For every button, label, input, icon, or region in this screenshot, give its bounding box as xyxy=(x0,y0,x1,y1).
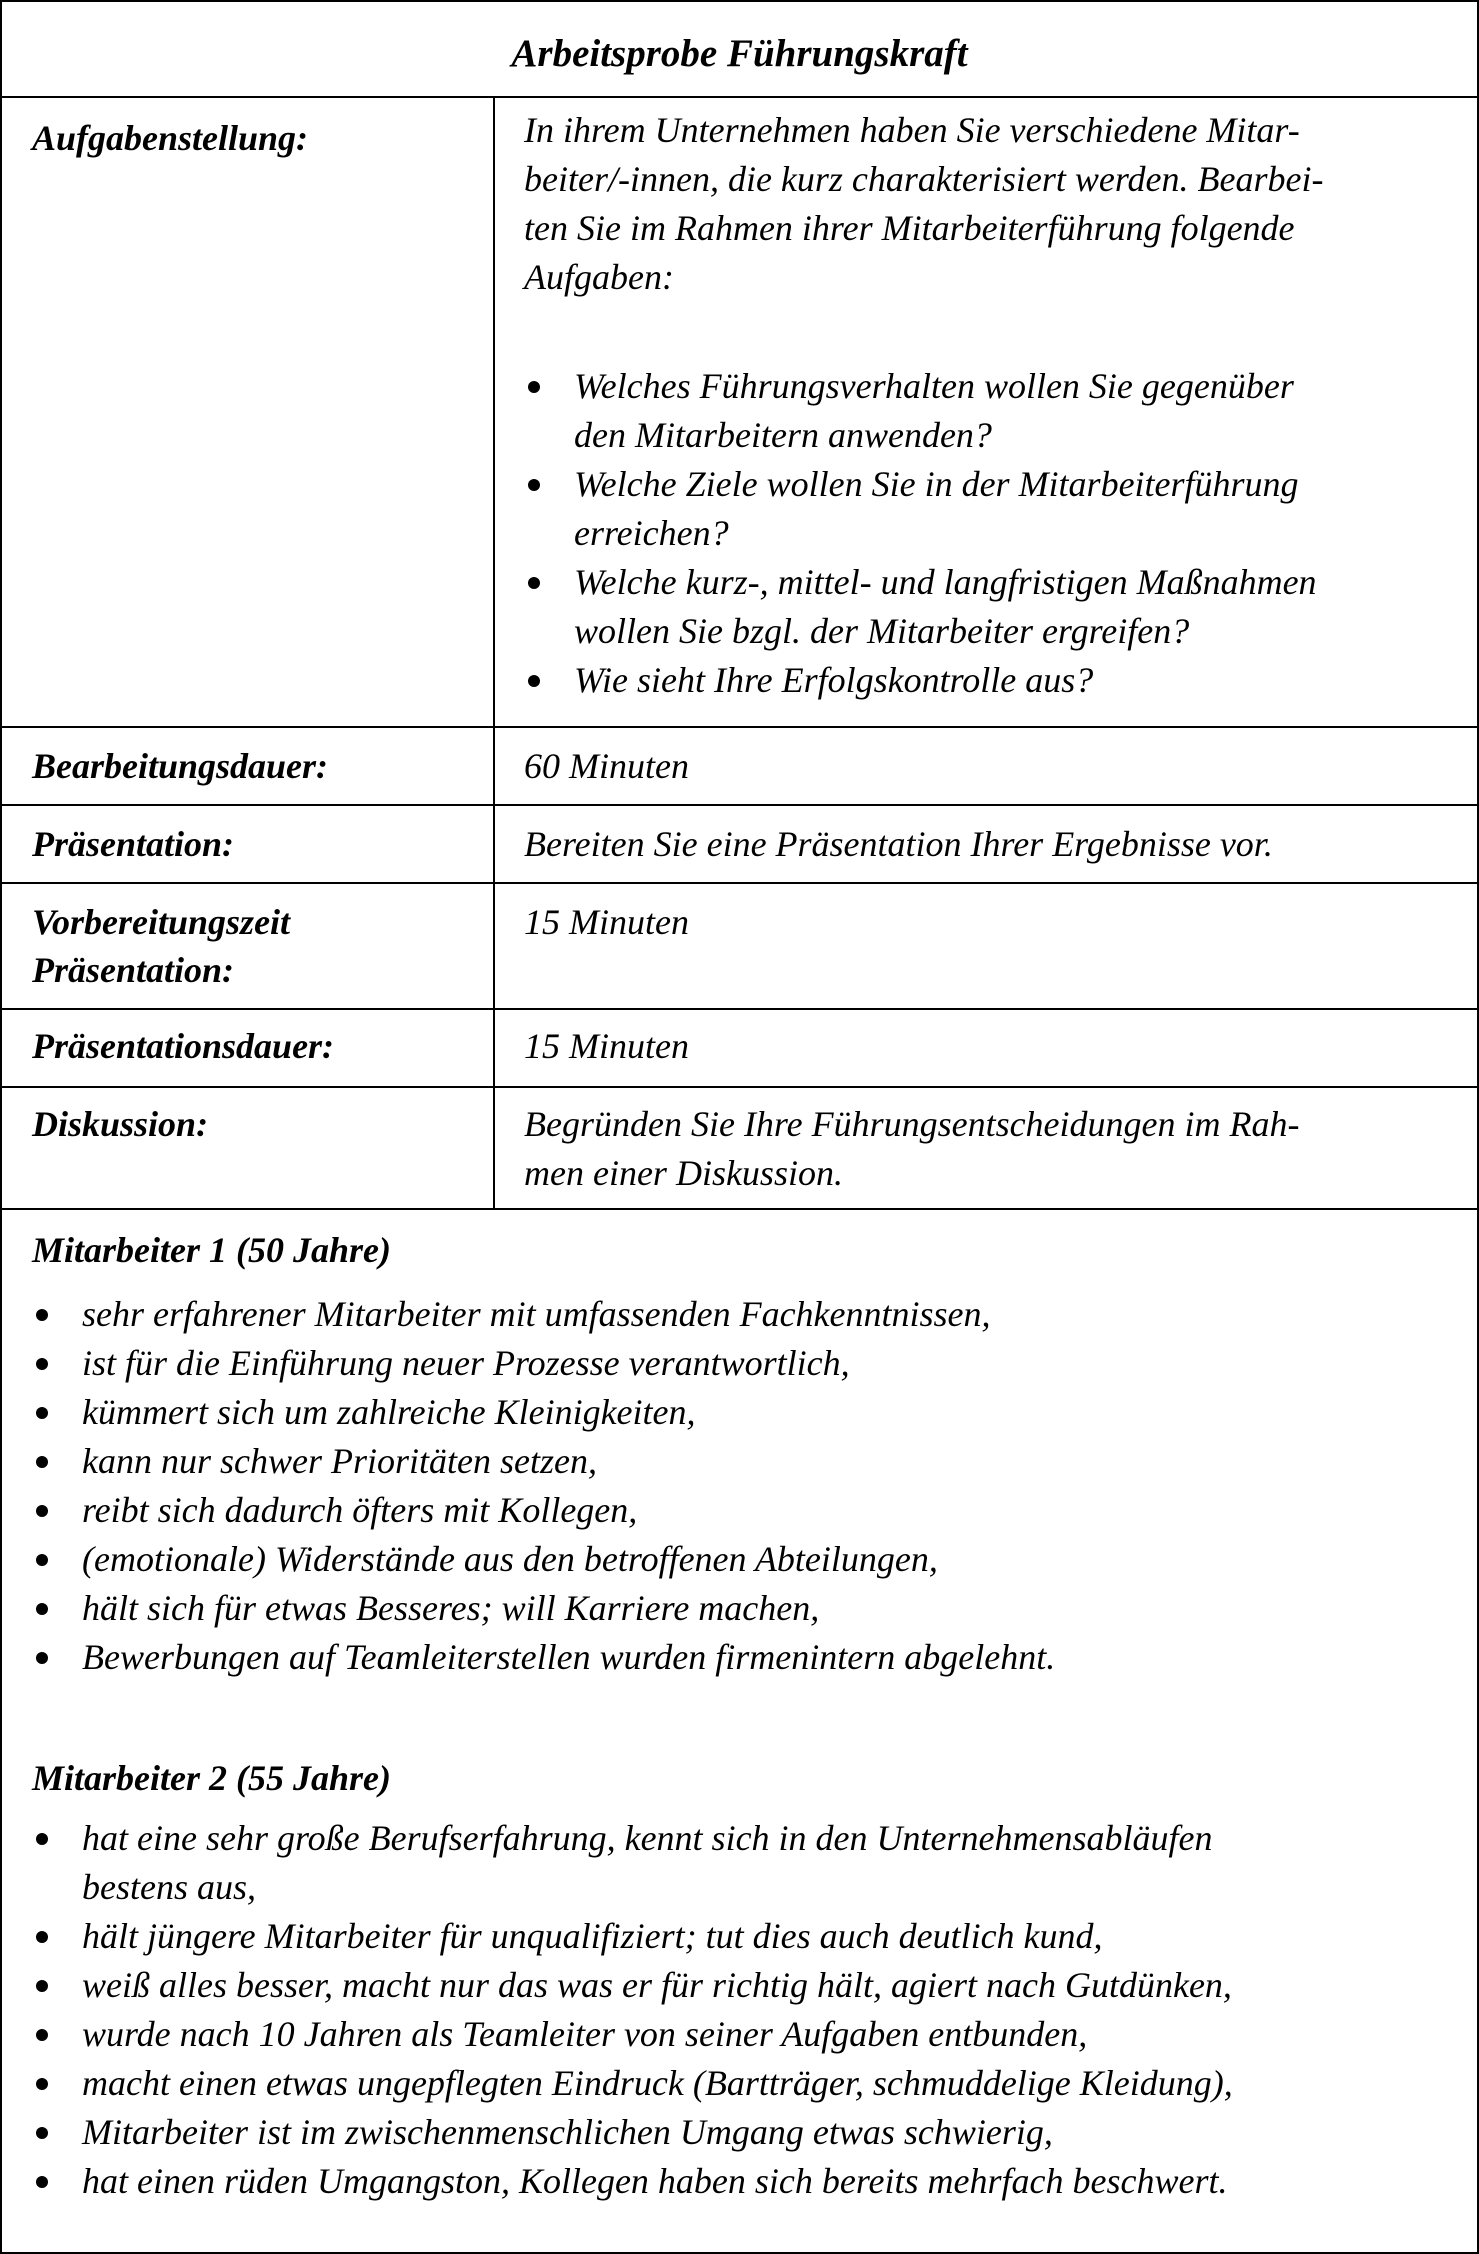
task-intro-line: Aufgaben: xyxy=(524,257,674,297)
list-item: wurde nach 10 Jahren als Teamleiter von seiner Aufgaben entbunden, xyxy=(32,2010,1452,2059)
row-value-diskussion: Begründen Sie Ihre Führungsentscheidungen im Rah- men einer Diskussion. xyxy=(524,1104,1300,1193)
list-item: ist für die Einführung neuer Prozesse verantwortlich, xyxy=(32,1339,1452,1388)
document-title: Arbeitsprobe Führungskraft xyxy=(511,32,968,75)
divider xyxy=(2,726,1477,728)
bullet-icon xyxy=(36,1980,48,1992)
employee-1-traits xyxy=(32,1290,1452,1682)
bullet-icon xyxy=(528,479,540,491)
bullet-icon xyxy=(36,1554,48,1566)
row-value-bearbeitungsdauer: 60 Minuten xyxy=(524,746,689,786)
column-divider xyxy=(493,96,495,1208)
bullet-icon xyxy=(36,2029,48,2041)
bullet-icon xyxy=(528,381,540,393)
divider xyxy=(2,804,1477,806)
list-item: Bewerbungen auf Teamleiterstellen wurden firmenintern abgelehnt. xyxy=(32,1633,1452,1682)
bullet-icon xyxy=(36,1652,48,1664)
list-item: reibt sich dadurch öfters mit Kollegen, xyxy=(32,1486,1452,1535)
task-intro-line: ten Sie im Rahmen ihrer Mitarbeiterführung folgende xyxy=(524,208,1295,248)
list-item: hat eine sehr große Berufserfahrung, kennt sich in den Unternehmensabläufen bestens aus, xyxy=(32,1814,1452,1912)
divider xyxy=(2,882,1477,884)
employee-2-heading: Mitarbeiter 2 (55 Jahre) xyxy=(32,1758,391,1798)
employee-1-heading: Mitarbeiter 1 (50 Jahre) xyxy=(32,1230,391,1270)
list-item: Welche Ziele wollen Sie in der Mitarbeiterführung erreichen? xyxy=(524,460,1444,558)
bullet-icon xyxy=(36,1309,48,1321)
row-value-praesentationsdauer: 15 Minuten xyxy=(524,1026,689,1066)
divider xyxy=(2,1208,1477,1210)
list-item: Wie sieht Ihre Erfolgskontrolle aus? xyxy=(524,656,1444,705)
list-item: Welche kurz-, mittel- und langfristigen Maßnahmen wollen Sie bzgl. der Mitarbeiter ergreifen? xyxy=(524,558,1444,656)
row-label-praesentationsdauer: Präsentationsdauer: xyxy=(32,1026,335,1066)
divider xyxy=(2,1008,1477,1010)
bullet-icon xyxy=(36,1358,48,1370)
bullet-icon xyxy=(36,1603,48,1615)
divider xyxy=(2,96,1477,98)
list-item: macht einen etwas ungepflegten Eindruck (Bartträger, schmuddelige Kleidung), xyxy=(32,2059,1452,2108)
task-intro-line: beiter/-innen, die kurz charakterisiert werden. Bearbei- xyxy=(524,159,1324,199)
list-item: weiß alles besser, macht nur das was er für richtig hält, agiert nach Gutdünken, xyxy=(32,1961,1452,2010)
row-label-aufgabenstellung: Aufgabenstellung: xyxy=(32,118,309,158)
bullet-icon xyxy=(36,1407,48,1419)
list-item: hält sich für etwas Besseres; will Karriere machen, xyxy=(32,1584,1452,1633)
list-item: sehr erfahrener Mitarbeiter mit umfassenden Fachkenntnissen, xyxy=(32,1290,1452,1339)
employee-2-traits xyxy=(32,1814,1452,2206)
bullet-icon xyxy=(528,577,540,589)
bullet-icon xyxy=(36,2078,48,2090)
list-item: Mitarbeiter ist im zwischenmenschlichen Umgang etwas schwierig, xyxy=(32,2108,1452,2157)
bullet-icon xyxy=(36,1505,48,1517)
row-label-diskussion: Diskussion: xyxy=(32,1104,209,1144)
list-item: Welches Führungsverhalten wollen Sie gegenüber den Mitarbeitern anwenden? xyxy=(524,362,1444,460)
list-item: kann nur schwer Prioritäten setzen, xyxy=(32,1437,1452,1486)
bullet-icon xyxy=(36,1833,48,1845)
bullet-icon xyxy=(36,1456,48,1468)
row-label-vorbereitungszeit: Vorbereitungszeit Präsentation: xyxy=(32,902,291,990)
row-value-praesentation: Bereiten Sie eine Präsentation Ihrer Ergebnisse vor. xyxy=(524,824,1273,864)
bullet-icon xyxy=(36,2176,48,2188)
task-bullet-list xyxy=(524,362,1444,705)
list-item: kümmert sich um zahlreiche Kleinigkeiten, xyxy=(32,1388,1452,1437)
list-item: hält jüngere Mitarbeiter für unqualifiziert; tut dies auch deutlich kund, xyxy=(32,1912,1452,1961)
divider xyxy=(2,1086,1477,1088)
list-item: hat einen rüden Umgangston, Kollegen haben sich bereits mehrfach beschwert. xyxy=(32,2157,1452,2206)
bullet-icon xyxy=(36,2127,48,2139)
bullet-icon xyxy=(528,675,540,687)
row-label-bearbeitungsdauer: Bearbeitungsdauer: xyxy=(32,746,329,786)
row-label-praesentation: Präsentation: xyxy=(32,824,235,864)
list-item: (emotionale) Widerstände aus den betroffenen Abteilungen, xyxy=(32,1535,1452,1584)
bullet-icon xyxy=(36,1931,48,1943)
row-value-vorbereitungszeit: 15 Minuten xyxy=(524,902,689,942)
task-intro xyxy=(524,106,1424,302)
task-intro-line: In ihrem Unternehmen haben Sie verschiedene Mitar- xyxy=(524,110,1300,150)
